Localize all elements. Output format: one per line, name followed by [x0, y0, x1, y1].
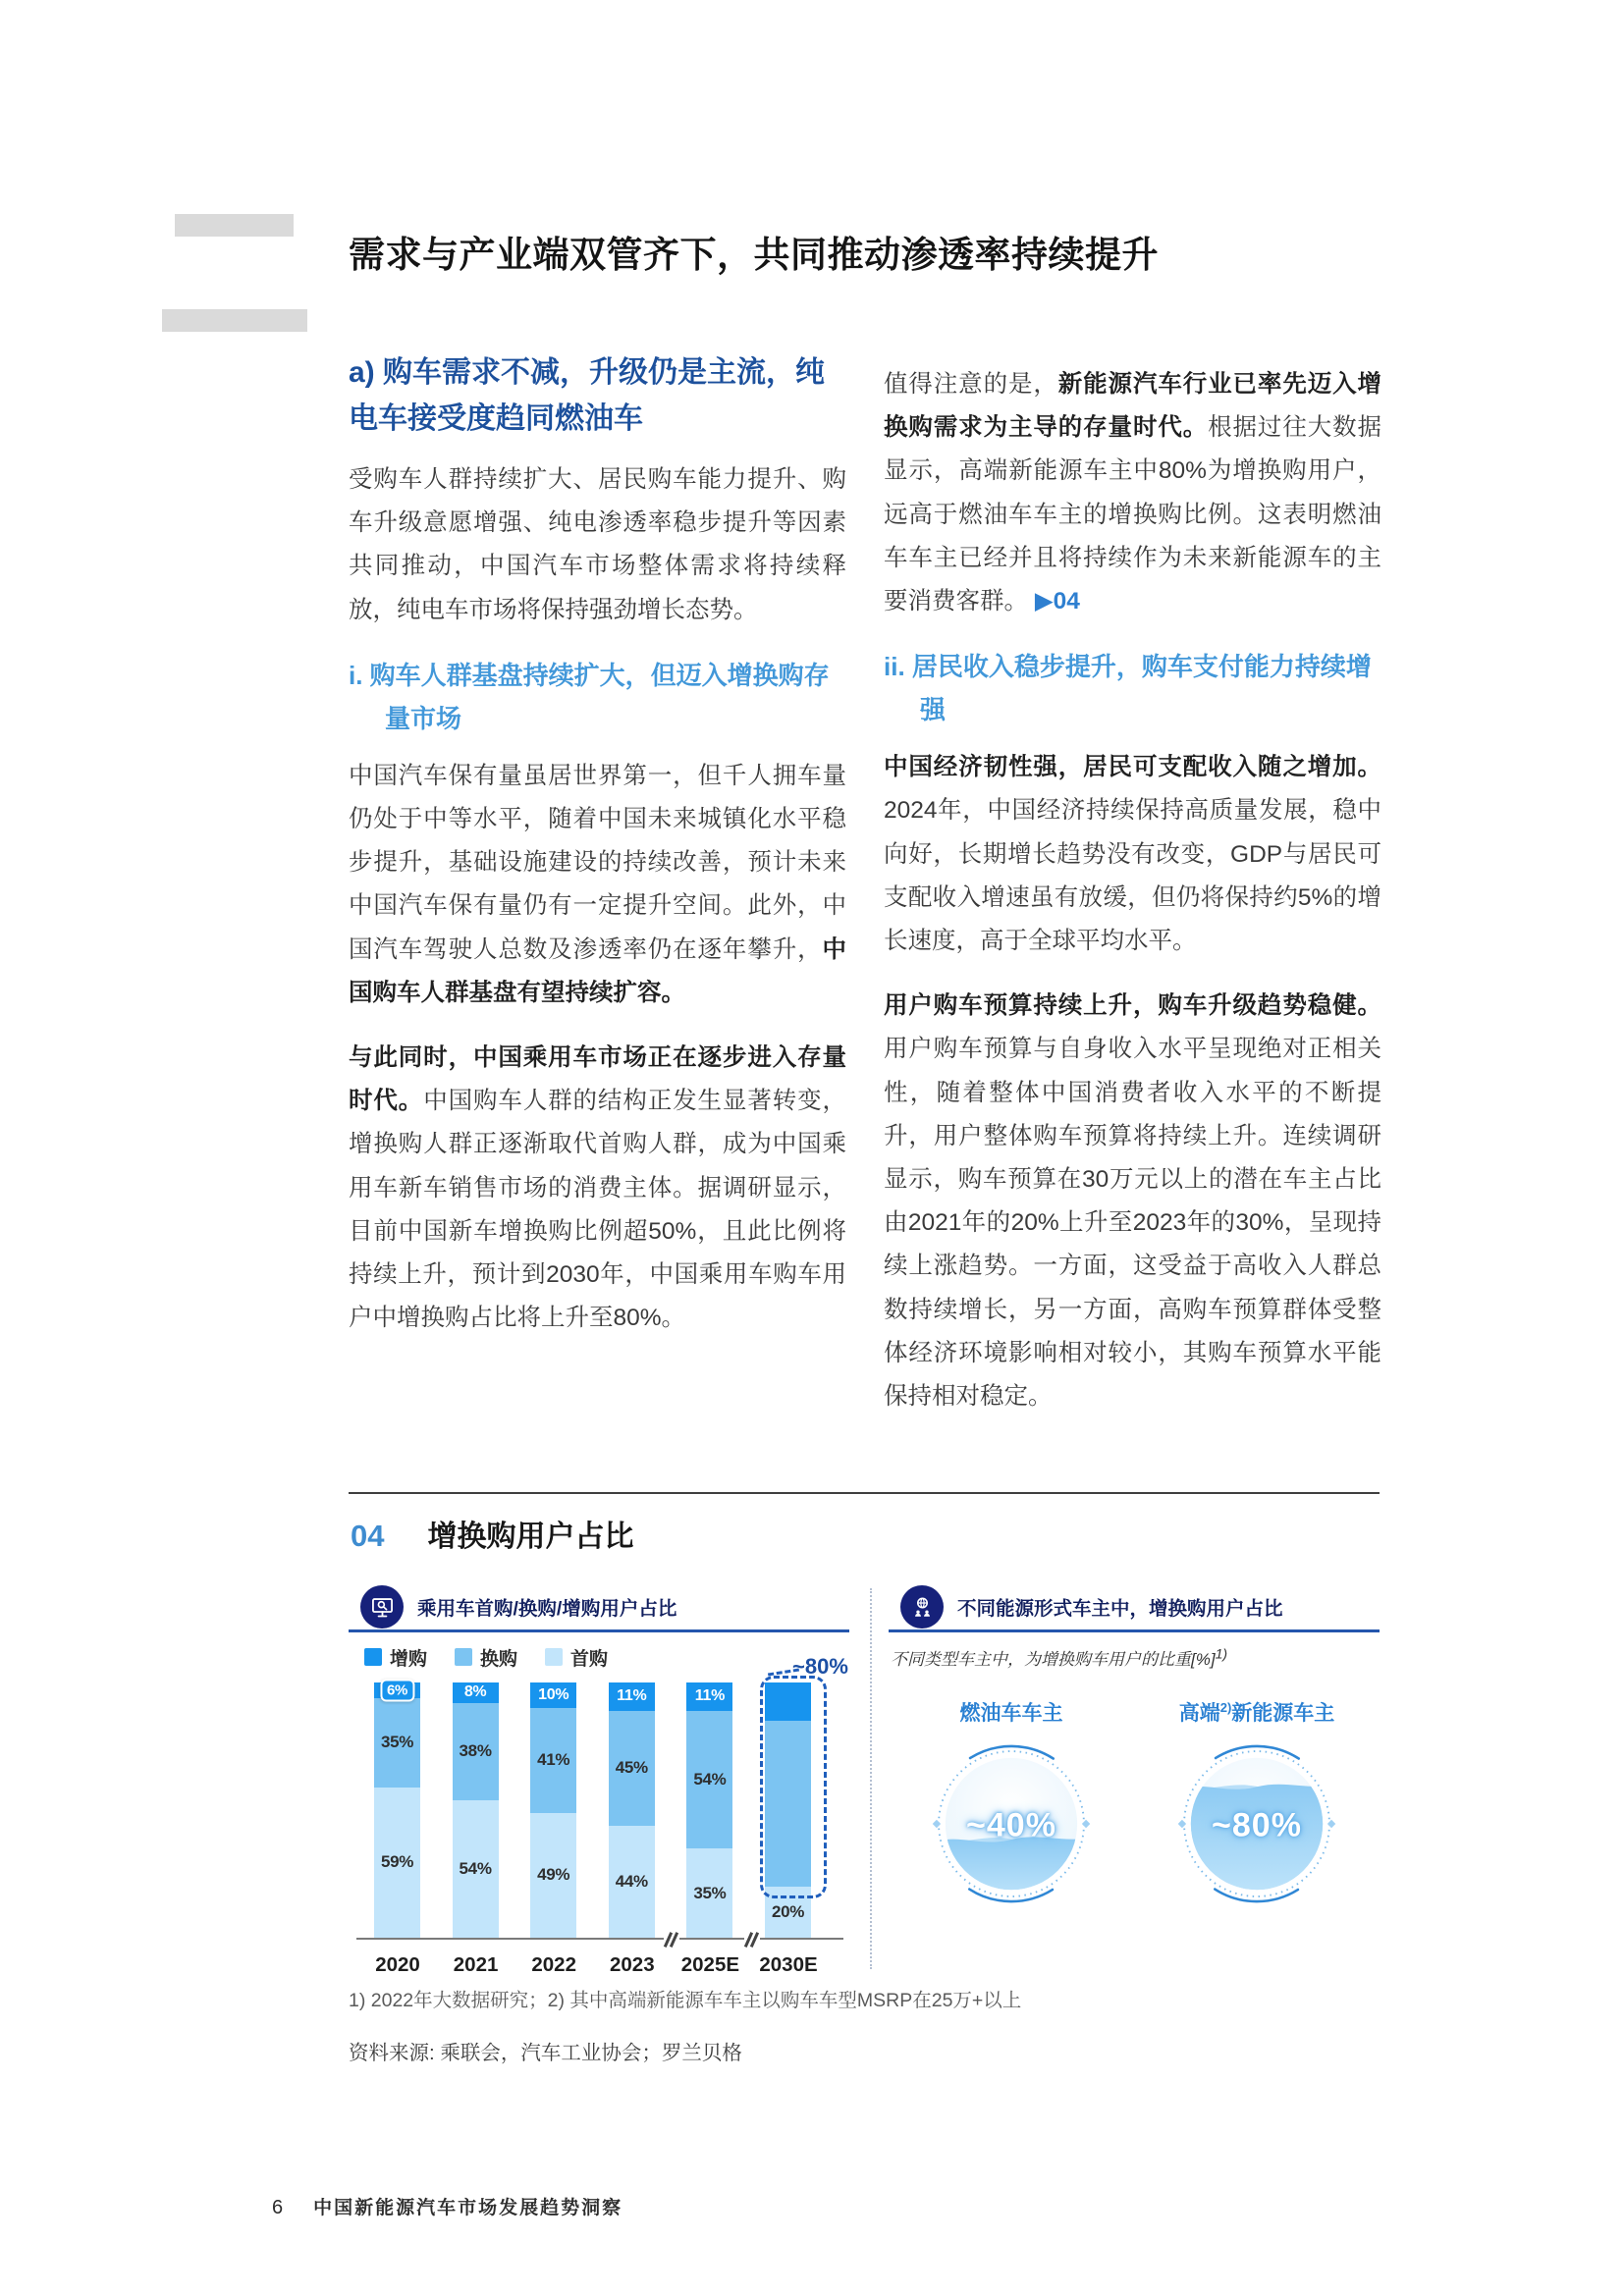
bar-segment: [609, 1682, 655, 1711]
bar-value-label: 54%: [459, 1858, 492, 1878]
water-gauge: [1173, 1740, 1340, 1907]
bar-segment: [453, 1800, 499, 1938]
bar-segment: [686, 1848, 732, 1938]
globe-people-icon: [900, 1585, 944, 1629]
bar-value-label: 20%: [771, 1902, 805, 1921]
figure-divider: [349, 1492, 1380, 1494]
figure-header: [351, 1512, 633, 1555]
gauge-value: ~80%: [1212, 1806, 1302, 1844]
left-column: [349, 349, 846, 1362]
x-axis: [356, 1938, 843, 1940]
footer-title: 中国新能源汽车市场发展趋势洞察: [313, 2198, 623, 2218]
callout-dashed-box: [760, 1676, 827, 1898]
bar-segment: [609, 1826, 655, 1938]
bar-chart-panel: [349, 1578, 849, 1976]
subsection-ii-heading: ii. 居民收入稳步提升，购车支付能力持续增强: [884, 652, 1372, 725]
figure-source: 资料来源: 乘联会，汽车工业协会；罗兰贝格: [349, 2042, 742, 2064]
bar-value-label: 41%: [537, 1750, 570, 1770]
bar-value-label: 6%: [380, 1679, 414, 1701]
bar-value-label: 8%: [463, 1683, 487, 1701]
bar-value-label: 45%: [615, 1758, 648, 1778]
x-axis-label: 2025E: [680, 1953, 740, 1976]
bar-value-label: 44%: [615, 1871, 648, 1891]
paragraph: 与此同时，中国乘用车市场正在逐步进入存量时代。中国购车人群的结构正发生显著转变，增换购人群正逐渐取代首购人群，成为中国乘用车新车销售市场的消费主体。据调研显示，目前中国新车增换购比例超50%，且此比例将持续上升，预计到2030年，中国乘用车购车用户中增换购占比将上升至80%。: [349, 1044, 847, 1332]
panel-header: [889, 1578, 1380, 1632]
paragraph: 中国汽车保有量虽居世界第一，但千人拥车量仍处于中等水平，随着中国未来城镇化水平稳步提升，基础设施建设的持续改善，预计未来中国汽车保有量仍有一定提升空间。此外，中国汽车驾驶人总数及渗透率仍在逐年攀升，中国购车人群基盘有望持续扩容。: [349, 762, 846, 1006]
panel-divider: [870, 1588, 872, 1969]
legend-label: 换购: [480, 1648, 518, 1670]
bar-segment: [609, 1711, 655, 1826]
bar-value-label: 49%: [537, 1865, 570, 1885]
decorative-bar: [162, 309, 307, 332]
monitor-analysis-icon: [360, 1585, 404, 1629]
gauge-value: ~40%: [966, 1806, 1056, 1844]
legend-label: 首购: [570, 1648, 609, 1670]
page-number: 6: [272, 2197, 284, 2218]
bar-value-label: 38%: [459, 1741, 492, 1761]
x-axis-label: 2023: [609, 1953, 655, 1976]
bar-value-label: 10%: [538, 1686, 569, 1703]
gauge-panel: [889, 1578, 1380, 1907]
bar-segment: [686, 1682, 732, 1711]
bar-value-label: 59%: [380, 1852, 414, 1872]
bar-segment: [530, 1813, 576, 1938]
legend-swatch: [545, 1648, 563, 1666]
figure-title: 增换购用户占比: [427, 1521, 634, 1553]
legend-item: [545, 1644, 608, 1671]
legend-swatch: [455, 1648, 472, 1666]
x-axis-label: 2022: [531, 1953, 576, 1976]
legend-swatch: [364, 1648, 382, 1666]
gauge-label: 燃油车车主: [959, 1702, 1063, 1725]
callout-label: ~80%: [792, 1654, 848, 1679]
gauge-nev-owners: [1144, 1697, 1370, 1907]
page-title: 需求与产业端双管齐下，共同推动渗透率持续提升: [349, 234, 1159, 275]
x-axis-label: 2020: [375, 1953, 420, 1976]
paragraph: 值得注意的是，新能源汽车行业已率先迈入增换购需求为主导的存量时代。根据过往大数据显示，高端新能源车主中80%为增换购用户，远高于燃油车车主的增换购比例。这表明燃油车车主已经并且将持续作为未来新能源车的主要消费客群。 ▶04: [884, 371, 1382, 615]
figure-number: 04: [351, 1519, 385, 1553]
bar-segment: [374, 1698, 420, 1788]
gauge-chart-title: 不同能源形式车主中，增换购用户占比: [957, 1598, 1283, 1620]
section-a-heading: a) 购车需求不减，升级仍是主流，纯电车接受度趋同燃油车: [349, 356, 826, 435]
legend-item: [455, 1644, 517, 1671]
subsection-i-heading: i. 购车人群基盘持续扩大，但迈入增换购存量市场: [349, 660, 830, 733]
bar-chart-title: 乘用车首购/换购/增购用户占比: [417, 1598, 677, 1620]
right-column: [884, 363, 1381, 1440]
bar-segment: [686, 1711, 732, 1848]
chart-legend: [364, 1646, 849, 1668]
decorative-bar: [175, 214, 294, 237]
gauge-row: [889, 1697, 1380, 1907]
legend-item: [364, 1644, 427, 1671]
bar-value-label: 54%: [693, 1769, 727, 1789]
bar-value-label: 35%: [693, 1883, 727, 1902]
bar-value-label: 11%: [694, 1687, 726, 1705]
bar-segment: [453, 1682, 499, 1703]
bar-segment: [530, 1682, 576, 1708]
page-footer: [272, 2193, 623, 2219]
gauge-chart-subtitle: 不同类型车主中，为增换购车用户的比重[%]$^{1)}$: [891, 1646, 1228, 1669]
gauge-fuel-owners: [898, 1697, 1124, 1907]
x-axis-label: 2021: [453, 1953, 499, 1976]
bar-segment: [530, 1708, 576, 1813]
axis-break: [744, 1930, 760, 1949]
bar-value-label: 35%: [380, 1733, 414, 1752]
bar-value-label: 11%: [617, 1687, 647, 1705]
gauge-label: 高端$^{2)}$新能源车主: [1178, 1700, 1335, 1725]
x-axis-label: 2030E: [759, 1953, 818, 1976]
figure-footnote: 1) 2022年大数据研究；2) 其中高端新能源车车主以购车车型MSRP在25万+以上: [349, 1990, 1022, 2011]
paragraph: 中国经济韧性强，居民可支配收入随之增加。2024年，中国经济持续保持高质量发展，稳中向好，长期增长趋势没有改变，GDP与居民可支配收入增速虽有放缓，但仍将保持约5%的增长速度，高于全球平均水平。: [884, 754, 1381, 955]
bar-segment: [374, 1788, 420, 1938]
bar-segment: [374, 1682, 420, 1698]
paragraph: 受购车人群持续扩大、居民购车能力提升、购车升级意愿增强、纯电渗透率稳步提升等因素共同推动，中国汽车市场整体需求将持续释放，纯电车市场将保持强劲增长态势。: [349, 466, 846, 623]
water-gauge: [928, 1740, 1095, 1907]
paragraph: 用户购车预算持续上升，购车升级趋势稳健。用户购车预算与自身收入水平呈现绝对正相关性，随着整体中国消费者收入水平的不断提升，用户整体购车预算将持续上升。连续调研显示，购车预算在30万元以上的潜在车主占比由2021年的20%上升至2023年的30%，呈现持续上涨趋势。一方面，这受益于高收入人群总数持续增长，另一方面，高购车预算群体受整体经济环境影响相对较小，其购车预算水平能保持相对稳定。: [884, 992, 1381, 1411]
bar-segment: [453, 1703, 499, 1800]
axis-break: [664, 1930, 679, 1949]
legend-label: 增购: [390, 1648, 428, 1670]
panel-header: [349, 1578, 849, 1632]
